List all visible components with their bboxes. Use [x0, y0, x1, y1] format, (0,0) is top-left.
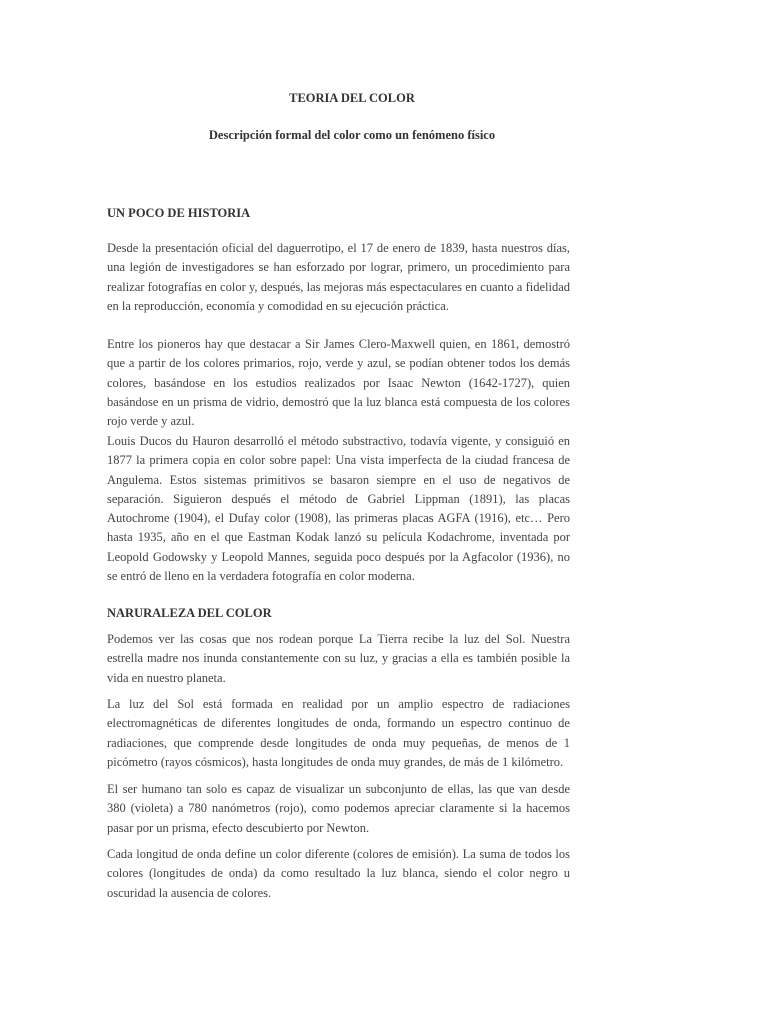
paragraph-text: La luz del Sol está formada en realidad por un amplio espectro de radiaciones electromagnéticas de diferentes longitudes de onda, formando un espectro continuo de radiaciones, que comprende desde longitudes de onda muy pequeñas, de menos de 1 picómetro (rayos cósmicos), hasta longitudes de onda muy grandes, de más de 1 kilómetro. — [107, 697, 570, 769]
paragraph-text: Louis Ducos du Hauron desarrolló el método substractivo, todavía vigente, y consiguió en 1877 la primera copia en color sobre papel: Una vista imperfecta de la ciudad francesa de Angulema. Estos sistemas primitivos se basaron siempre en el uso de negativos de separación. Siguieron después el método de Gabriel Lippman (1891), las placas Autochrome (1904), el Dufay color (1908), las primeras placas AGFA (1916), etc… Pero hasta 1935, año en el que Eastman Kodak lanzó su película Kodachrome, inventada por Leopold Godowsky y Leopold Mannes, seguida poco después por la Agfacolor (1936), no se entró de lleno en la verdadera fotografía en color moderna. — [107, 434, 570, 584]
paragraph-text: Cada longitud de onda define un color diferente (colores de emisión). La suma de todos los colores (longitudes de onda) da como resultado la luz blanca, siendo el color negro u oscuridad la ausencia de colores. — [107, 847, 570, 900]
paragraph-text: Podemos ver las cosas que nos rodean porque La Tierra recibe la luz del Sol. Nuestra estrella madre nos inunda constantemente con su luz, y gracias a ella es también posible la vida en nuestro planeta. — [107, 632, 570, 685]
paragraph-nature-1 — [107, 630, 570, 688]
section-heading-nature: NARURALEZA DEL COLOR — [107, 606, 272, 620]
document-subtitle: Descripción formal del color como un fenómeno físico — [208, 128, 496, 142]
paragraph-text: Desde la presentación oficial del daguerrotipo, el 17 de enero de 1839, hasta nuestros días, una legión de investigadores se han esforzado por lograr, primero, un procedimiento para realizar fotografías en color y, después, las mejoras más espectaculares en cuanto a fidelidad en la reproducción, economía y comodidad en su ejecución práctica. — [107, 241, 570, 313]
paragraph-history-3 — [107, 432, 570, 586]
paragraph-nature-4 — [107, 845, 570, 903]
section-heading-history: UN POCO DE HISTORIA — [107, 206, 251, 220]
paragraph-text: El ser humano tan solo es capaz de visualizar un subconjunto de ellas, las que van desde 380 (violeta) a 780 nanómetros (rojo), como podemos apreciar claramente si la hacemos pasar por un prisma, efecto descubierto por Newton. — [107, 782, 570, 835]
paragraph-history-1 — [107, 239, 570, 316]
paragraph-nature-3 — [107, 780, 570, 838]
section-nature-heading-wrap — [107, 605, 570, 621]
paragraph-text: Entre los pioneros hay que destacar a Sir James Clero-Maxwell quien, en 1861, demostró que a partir de los colores primarios, rojo, verde y azul, se podían obtener todos los demás colores, basándose en los estudios realizados por Isaac Newton (1642-1727), quien basándose en un prisma de vidrio, demostró que la luz blanca está compuesta de los colores rojo verde y azul. — [107, 337, 570, 429]
paragraph-history-2 — [107, 335, 570, 431]
document-title: TEORIA DEL COLOR — [289, 91, 415, 105]
section-history-heading-wrap — [107, 205, 570, 221]
paragraph-nature-2 — [107, 695, 570, 772]
